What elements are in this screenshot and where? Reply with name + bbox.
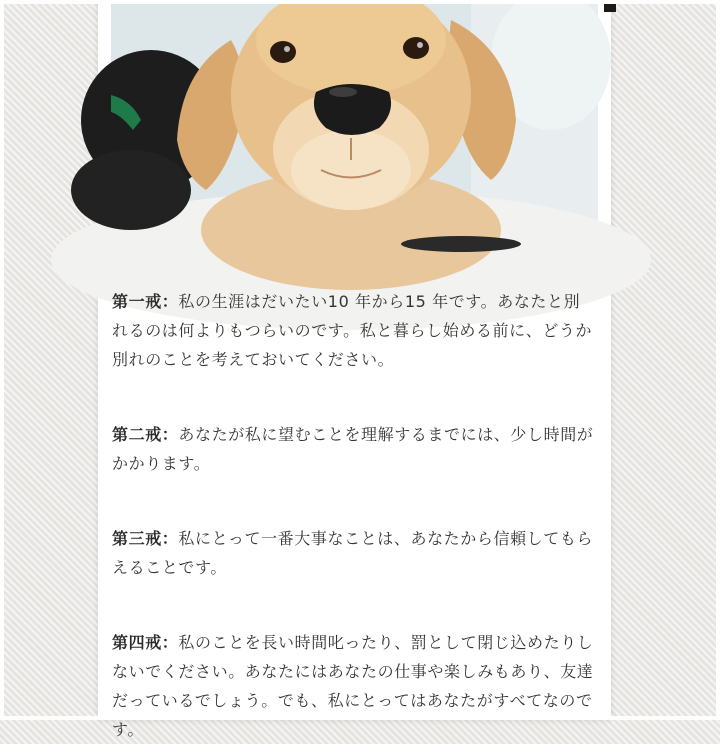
rule-1 [112,287,596,374]
rule-title: 第四戒： [112,633,179,652]
rules-list [112,287,596,744]
rule-body: 私の生涯はだいたい10 年から15 年です。あなたと別れるのは何よりもつらいのです。私と暮らし始める前に、どうか別れのことを考えておいてください。 [112,292,593,369]
rule-4 [112,628,596,744]
rule-body: 私のことを長い時間叱ったり、罰として閉じ込めたりしないでください。あなたにはあなたの仕事や楽しみもあり、友達だっているでしょう。でも、私にとってはあなたがすべてなのです。 [112,633,594,739]
article-page [98,0,611,739]
rule-2 [112,420,596,478]
rule-body: あなたが私に望むことを理解するまでには、少し時間がかかります。 [112,425,594,473]
rule-3 [112,524,596,582]
rule-title: 第一戒： [112,292,179,311]
rule-title: 第三戒： [112,529,179,548]
rule-body: 私にとって一番大事なことは、あなたから信頼してもらえることです。 [112,529,594,577]
top-edge-tab [604,0,616,12]
puppy-photo [111,0,598,247]
rule-title: 第二戒： [112,425,179,444]
